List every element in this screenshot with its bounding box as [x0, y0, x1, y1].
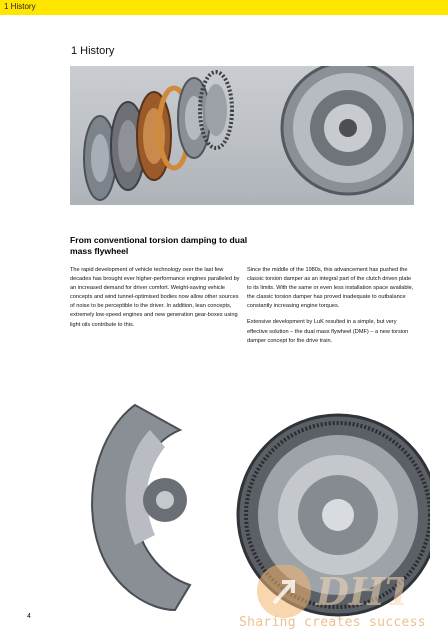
svg-text:DHT: DHT	[316, 569, 404, 614]
watermark-text: Sharing creates success	[239, 615, 426, 630]
left-column	[70, 266, 240, 337]
section-title: From conventional torsion damping to dual mass flywheel	[70, 235, 248, 256]
header-bar	[0, 0, 448, 15]
header-label: 1 History	[4, 2, 36, 11]
left-paragraph: The rapid development of vehicle technology over the last few decades has brought ever higher-performance engines paralleled by an increased demand for driver comfort. Weight-saving vehicle concepts and wind tunnel-optimised bodies now allow other sources of noise to be perceptible to the driver. In addition, lean concepts, extremely low-speed engines and new generation gear-boxes using light oils contribute to this.	[70, 267, 240, 328]
page-number: 4	[27, 613, 31, 620]
right-column	[247, 266, 417, 353]
right-paragraph: Extensive development by LuK resulted in a simple, but very effective solution – the dual mass flywheel (DMF) – a new torsion damper concept for the drive train.	[247, 319, 409, 344]
page-heading: 1 History	[71, 45, 115, 57]
right-paragraph: Since the middle of the 1980s, this advancement has pushed the classic torsion damper as an integral part of the clutch driven plate to its limits. With the same or even less installation space available, the classic torsion damper has proved inadequate to outbalance constantly increasing engine torques.	[247, 267, 414, 310]
exploded-flywheel-image	[70, 66, 414, 205]
